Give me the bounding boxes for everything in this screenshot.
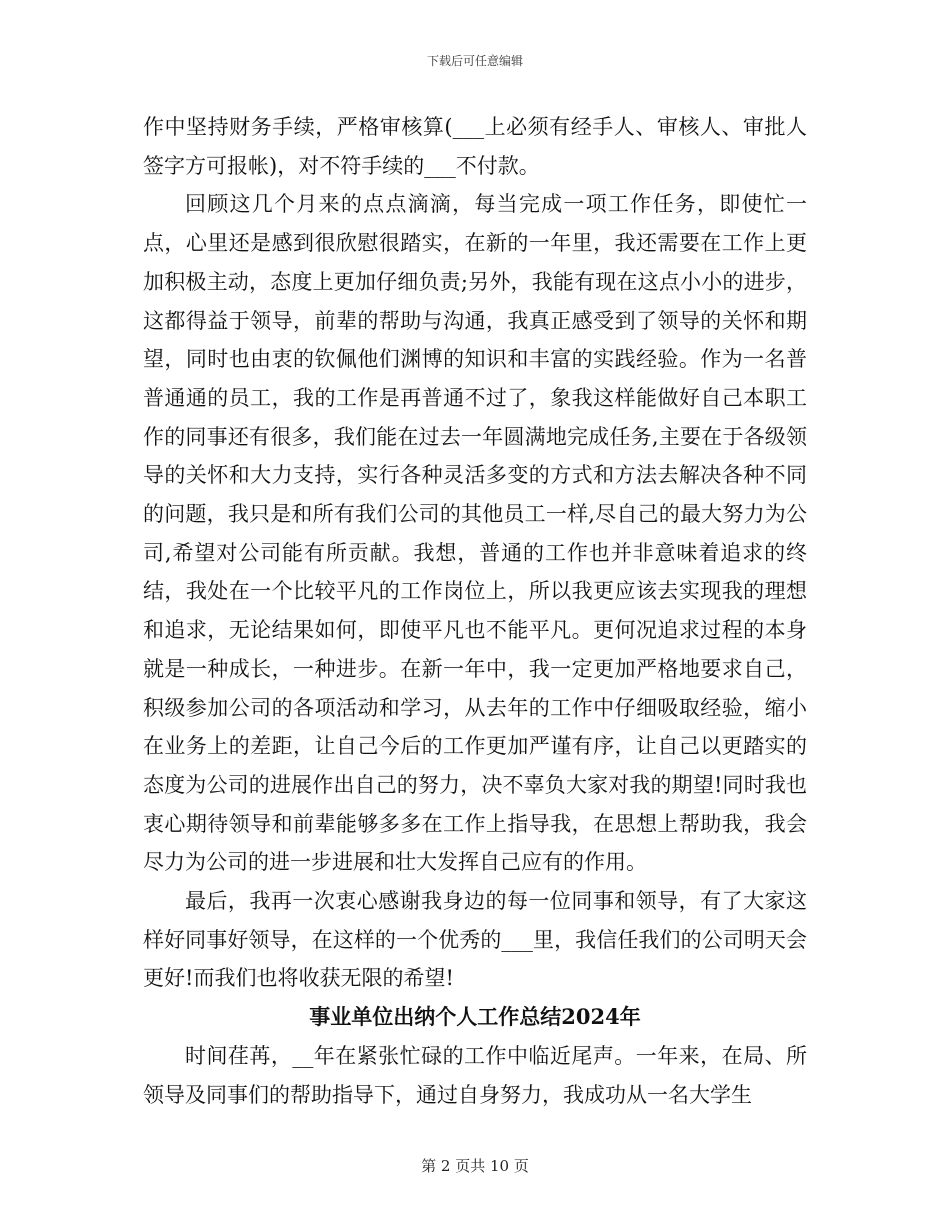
page-number: 第 2 页共 10 页 <box>421 1157 529 1175</box>
document-body <box>143 108 807 1114</box>
section-title: 事业单位出纳个人工作总结2024年 <box>309 1004 641 1030</box>
paragraph-continuation: 作中坚持财务手续，严格审核算(___上必须有经手人、审核人、审批人签字方可报帐)，对不符手续的___不付款。 <box>143 115 807 178</box>
paragraph-closing: 最后，我再一次衷心感谢我身边的每一位同事和领导，有了大家这样好同事好领导，在这样的一个优秀的___里，我信任我们的公司明天会更好!而我们也将收获无限的希望! <box>143 889 807 991</box>
paragraph-review: 回顾这几个月来的点点滴滴，每当完成一项工作任务，即使忙一点，心里还是感到很欣慰很踏实，在新的一年里，我还需要在工作上更加积极主动，态度上更加仔细负责;另外，我能有现在这点小小的进步，这都得益于领导，前辈的帮助与沟通，我真正感受到了领导的关怀和期望，同时也由衷的钦佩他们渊博的知识和丰富的实践经验。作为一名普普通通的员工，我的工作是再普通不过了，象我这样能做好自己本职工作的同事还有很多，我们能在过去一年圆满地完成任务,主要在于各级领导的关怀和大力支持，实行各种灵活多变的方式和方法去解决各种不同的问题，我只是和所有我们公司的其他员工一样,尽自己的最大努力为公司,希望对公司能有所贡献。我想，普通的工作也并非意味着追求的终结，我处在一个比较平凡的工作岗位上，所以我更应该去实现我的理想和追求，无论结果如何，即使平凡也不能平凡。更何况追求过程的本身就是一种成长，一种进步。在新一年中，我一定更加严格地要求自己，积级参加公司的各项活动和学习，从去年的工作中仔细吸取经验，缩小在业务上的差距，让自己今后的工作更加严谨有序，让自己以更踏实的态度为公司的进展作出自己的努力，决不辜负大家对我的期望!同时我也衷心期待领导和前辈能够多多在工作上指导我，在思想上帮助我，我会尽力为公司的进一步进展和壮大发挥自己应有的作用。 <box>143 192 807 875</box>
paragraph-section-intro: 时间荏苒，__年在紧张忙碌的工作中临近尾声。一年来，在局、所领导及同事们的帮助指导下，通过自身努力，我成功从一名大学生 <box>143 1043 807 1107</box>
page-header-note: 下载后可任意编辑 <box>426 54 523 68</box>
